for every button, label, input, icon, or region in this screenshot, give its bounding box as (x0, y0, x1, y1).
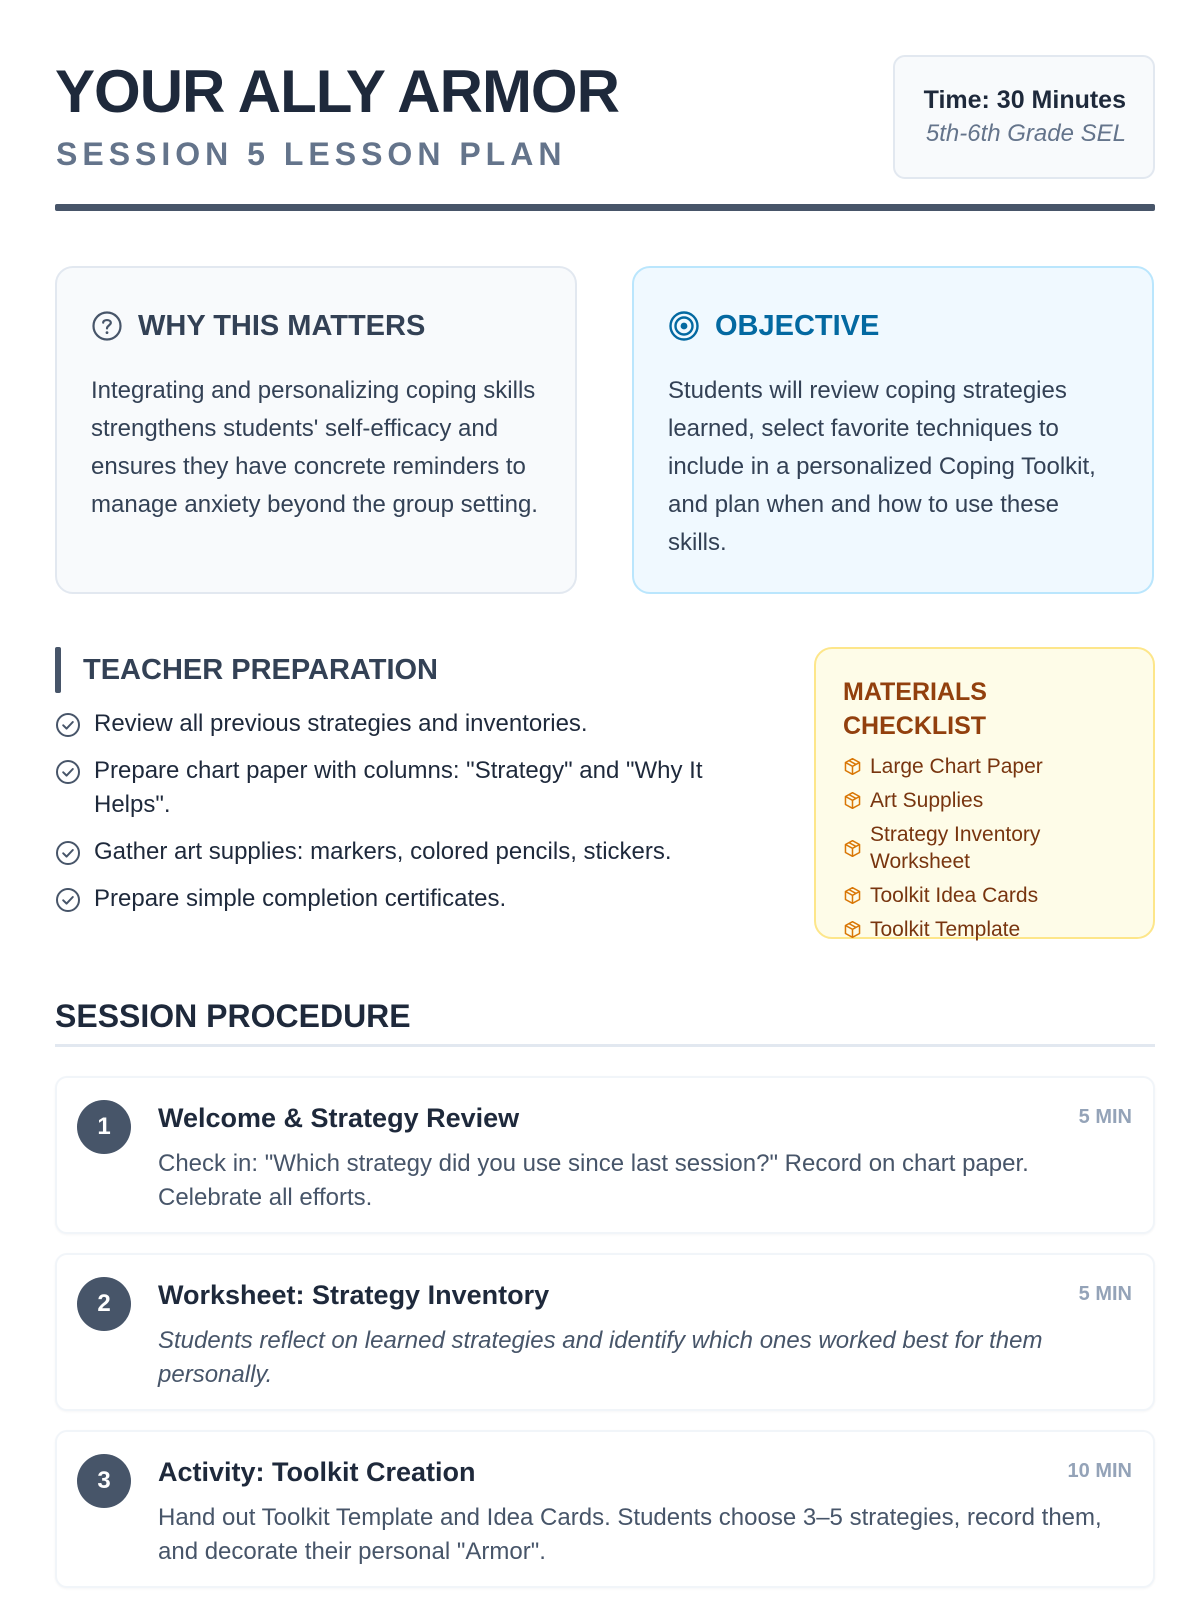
preparation-item (55, 707, 755, 741)
material-item-text: Art Supplies (870, 789, 984, 812)
step-title: Worksheet: Strategy Inventory (158, 1280, 550, 1310)
material-item (843, 753, 1133, 780)
step-description: Hand out Toolkit Template and Idea Cards. Students choose 3–5 strategies, record them, and decorate their personal "Armor". (158, 1504, 1102, 1565)
session-procedure-title: SESSION PROCEDURE (55, 998, 411, 1034)
why-card-title: WHY THIS MATTERS (138, 310, 426, 342)
materials-checklist-title: MATERIALS CHECKLIST (843, 678, 987, 740)
material-item (843, 821, 1053, 875)
check-circle-icon (55, 759, 81, 785)
header (55, 52, 1155, 212)
box-icon (843, 920, 862, 939)
section-accent-bar (55, 647, 61, 693)
step-title: Activity: Toolkit Creation (158, 1457, 476, 1487)
step-number-badge: 3 (77, 1454, 131, 1508)
teacher-preparation-header (55, 647, 755, 693)
step-description: Check in: "Which strategy did you use since last session?" Record on chart paper. Celebrate all efforts. (158, 1150, 1029, 1211)
preparation-item-text: Prepare simple completion certificates. (94, 885, 507, 912)
why-card-body: Integrating and personalizing coping skills strengthens students' self-efficacy and ensures they have concrete reminders to manage anxiety beyond the group setting. (91, 377, 538, 518)
material-item (843, 916, 1133, 943)
materials-checklist-card (814, 647, 1155, 939)
step-number-badge: 1 (77, 1100, 131, 1154)
target-icon (668, 310, 700, 342)
material-item-text: Strategy Inventory Worksheet (870, 823, 1041, 873)
preparation-item (55, 882, 755, 916)
grade-level: 5th-6th Grade SEL (925, 120, 1126, 147)
material-item-text: Toolkit Template (870, 918, 1021, 941)
step-number-badge: 2 (77, 1277, 131, 1331)
objective-card (632, 266, 1154, 594)
step-duration: 10 MIN (1067, 1460, 1132, 1482)
page-subtitle: SESSION 5 LESSON PLAN (56, 136, 567, 172)
material-item (843, 882, 1133, 909)
step-duration: 5 MIN (1078, 1283, 1132, 1305)
session-time: Time: 30 Minutes (923, 86, 1126, 114)
procedure-divider (55, 1044, 1155, 1047)
step-duration: 5 MIN (1078, 1106, 1132, 1128)
why-card-header (91, 306, 541, 346)
preparation-item (55, 754, 755, 822)
check-circle-icon (55, 840, 81, 866)
materials-list (843, 753, 1133, 943)
objective-card-body: Students will review coping strategies learned, select favorite techniques to include in a personalized Coping Toolkit, and plan when and how to use these skills. (668, 377, 1096, 556)
procedure-step (55, 1253, 1155, 1411)
step-title: Welcome & Strategy Review (158, 1103, 520, 1133)
material-item-text: Toolkit Idea Cards (870, 884, 1039, 907)
box-icon (843, 886, 862, 905)
header-divider (55, 204, 1155, 211)
preparation-item-text: Review all previous strategies and inventories. (94, 710, 588, 737)
check-circle-icon (55, 887, 81, 913)
teacher-preparation-section (55, 647, 755, 929)
objective-card-header (668, 306, 1118, 346)
box-icon (843, 757, 862, 776)
procedure-step (55, 1076, 1155, 1234)
preparation-item (55, 835, 755, 869)
box-icon (843, 791, 862, 810)
preparation-item-text: Gather art supplies: markers, colored pencils, stickers. (94, 838, 672, 865)
lesson-plan-page (55, 0, 1155, 1600)
preparation-item-text: Prepare chart paper with columns: "Strategy" and "Why It Helps". (94, 757, 703, 818)
material-item-text: Large Chart Paper (870, 755, 1043, 778)
preparation-list (55, 707, 755, 916)
page-title: YOUR ALLY ARMOR (55, 58, 619, 125)
teacher-preparation-title: TEACHER PREPARATION (83, 654, 438, 686)
procedure-step (55, 1430, 1155, 1588)
step-description: Students reflect on learned strategies and identify which ones worked best for them personally. (158, 1327, 1043, 1388)
why-this-matters-card (55, 266, 577, 594)
box-icon (843, 839, 862, 858)
question-circle-icon (91, 310, 123, 342)
check-circle-icon (55, 712, 81, 738)
session-meta-box (893, 55, 1155, 179)
objective-card-title: OBJECTIVE (715, 310, 880, 342)
material-item (843, 787, 1133, 814)
